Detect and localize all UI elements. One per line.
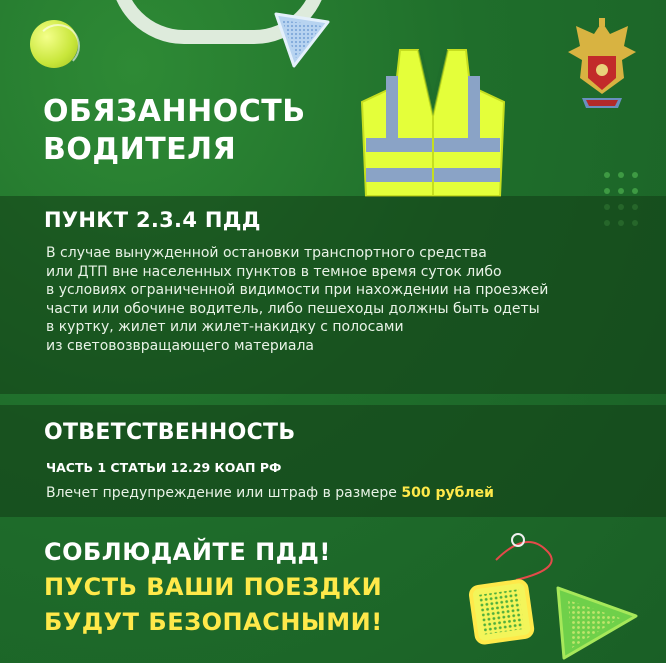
reflective-vest-icon: [358, 46, 508, 214]
police-eagle-emblem-icon: [566, 16, 638, 114]
cta-line1: СОБЛЮДАЙТЕ ПДД!: [44, 538, 331, 566]
responsibility-article: ЧАСТЬ 1 СТАТЬИ 12.29 КОАП РФ: [46, 460, 282, 475]
headline-line1: ОБЯЗАННОСТЬ: [43, 94, 306, 129]
rule-line: в куртку, жилет или жилет-накидку с полосами: [46, 319, 404, 335]
tennis-ball-icon: [30, 20, 78, 68]
rule-line: или ДТП вне населенных пунктов в темное время суток либо: [46, 263, 502, 280]
penalty-amount: 500 рублей: [401, 485, 494, 501]
triangle-reflector-icon: [270, 8, 334, 72]
rule-line: В случае вынужденной остановки транспортного средства: [46, 245, 487, 261]
hanging-reflector-tag-icon: [456, 520, 666, 663]
responsibility-penalty: [46, 485, 494, 501]
headline-line2: ВОДИТЕЛЯ: [43, 132, 237, 167]
responsibility-title: ОТВЕТСТВЕННОСТЬ: [44, 420, 296, 445]
rule-line: из световозвращающего материала: [46, 337, 314, 354]
cta-line3: БУДУТ БЕЗОПАСНЫМИ!: [44, 608, 383, 636]
cta-line2: ПУСТЬ ВАШИ ПОЕЗДКИ: [44, 573, 383, 601]
rule-line: в условиях ограниченной видимости при нахождении на проезжей: [46, 282, 549, 298]
rule-line: части или обочине водитель, либо пешеходы должны быть одеты: [46, 300, 540, 317]
rule-title: ПУНКТ 2.3.4 ПДД: [44, 208, 261, 232]
penalty-text: Влечет предупреждение или штраф в размере: [46, 485, 402, 501]
headline: [43, 93, 363, 169]
rule-body: [46, 244, 586, 355]
